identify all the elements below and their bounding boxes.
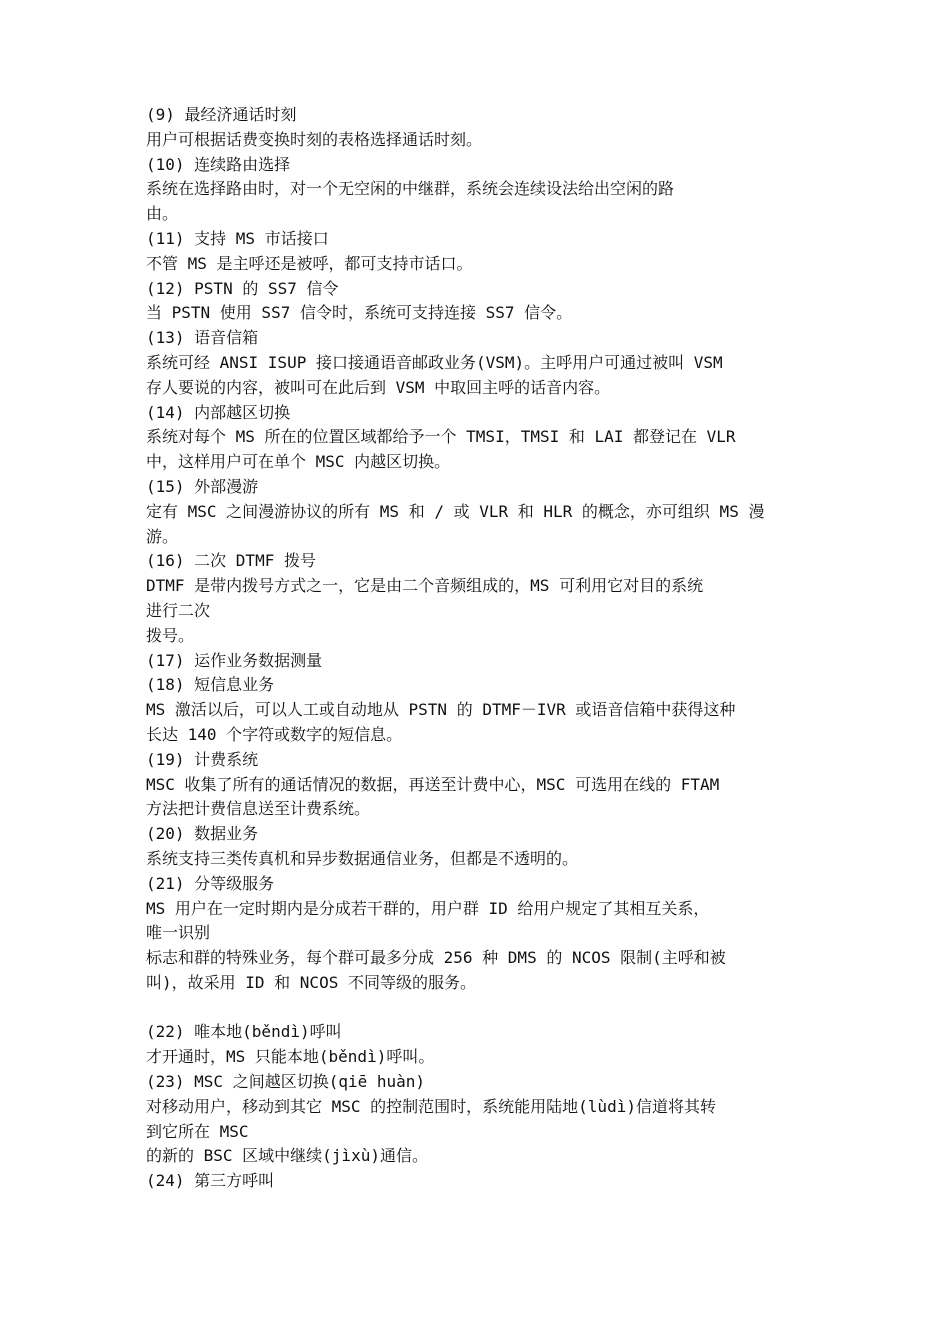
text-line: DTMF 是带内拨号方式之一，它是由二个音频组成的，MS 可利用它对目的系统	[146, 576, 704, 596]
text-line: 存人要说的内容，被叫可在此后到 VSM 中取回主呼的话音内容。	[146, 377, 611, 397]
text-line: 对移动用户，移动到其它 MSC 的控制范围时，系统能用陆地(lùdì)信道将其转	[146, 1096, 716, 1116]
text-line: 系统可经 ANSI ISUP 接口接通语音邮政业务(VSM)。主呼用户可通过被叫 VSM	[146, 352, 723, 372]
text-line: (18) 短信息业务	[146, 675, 275, 695]
text-line: 中，这样用户可在单个 MSC 内越区切换。	[146, 452, 451, 472]
text-line: 进行二次	[146, 600, 211, 620]
text-line: (19) 计费系统	[146, 749, 259, 769]
text-line: 用户可根据话费变换时刻的表格选择通话时刻。	[146, 129, 483, 149]
text-line: 系统在选择路由时，对一个无空闲的中继群，系统会连续设法给出空闲的路	[146, 179, 675, 199]
text-line: 方法把计费信息送至计费系统。	[146, 799, 371, 819]
text-line: 标志和群的特殊业务，每个群可最多分成 256 种 DMS 的 NCOS 限制(主呼和被	[146, 948, 726, 968]
text-line: 才开通时，MS 只能本地(běndì)呼叫。	[146, 1047, 435, 1067]
text-line: MS 用户在一定时期内是分成若干群的，用户群 ID 给用户规定了其相互关系，	[146, 898, 710, 918]
text-line: 到它所在 MSC	[146, 1121, 249, 1141]
text-line: (9) 最经济通话时刻	[146, 105, 297, 124]
text-line: (21) 分等级服务	[146, 873, 275, 893]
text-line: (16) 二次 DTMF 拨号	[146, 551, 316, 571]
text-line: (15) 外部漫游	[146, 476, 259, 496]
text-line: 系统对每个 MS 所在的位置区域都给予一个 TMSI，TMSI 和 LAI 都登记在 VLR	[146, 427, 736, 447]
text-line: 游。	[146, 526, 179, 546]
document-body	[146, 103, 806, 1194]
text-line: MSC 收集了所有的通话情况的数据，再送至计费中心，MSC 可选用在线的 FTAM	[146, 774, 720, 794]
text-line: (12) PSTN 的 SS7 信令	[146, 278, 339, 298]
text-line: 的新的 BSC 区域中继续(jìxù)通信。	[146, 1146, 428, 1166]
text-line: (20) 数据业务	[146, 824, 259, 844]
text-line: (22) 唯本地(běndì)呼叫	[146, 1022, 342, 1042]
text-line: MS 激活以后，可以人工或自动地从 PSTN 的 DTMF－IVR 或语音信箱中获得这种	[146, 700, 736, 720]
text-line: 定有 MSC 之间漫游协议的所有 MS 和 / 或 VLR 和 HLR 的概念，亦可组织 MS 漫	[146, 501, 765, 521]
text-line: 长达 140 个字符或数字的短信息。	[146, 724, 403, 744]
text-line: 拨号。	[146, 625, 195, 645]
text-line: 不管 MS 是主呼还是被呼，都可支持市话口。	[146, 253, 473, 273]
text-line: 叫)，故采用 ID 和 NCOS 不同等级的服务。	[146, 972, 476, 992]
text-line: 系统支持三类传真机和异步数据通信业务，但都是不透明的。	[146, 848, 579, 868]
text-line: (23) MSC 之间越区切换(qiē huàn)	[146, 1072, 426, 1092]
text-line: 唯一识别	[146, 923, 211, 943]
blank-line	[146, 996, 806, 1021]
text-line: (13) 语音信箱	[146, 328, 259, 348]
text-line: (11) 支持 MS 市话接口	[146, 228, 329, 248]
text-line: 当 PSTN 使用 SS7 信令时，系统可支持连接 SS7 信令。	[146, 303, 573, 323]
text-line: 由。	[146, 204, 179, 224]
text-line: (14) 内部越区切换	[146, 402, 291, 422]
text-line: (17) 运作业务数据测量	[146, 650, 323, 670]
text-line: (10) 连续路由选择	[146, 154, 291, 174]
text-line: (24) 第三方呼叫	[146, 1171, 275, 1191]
